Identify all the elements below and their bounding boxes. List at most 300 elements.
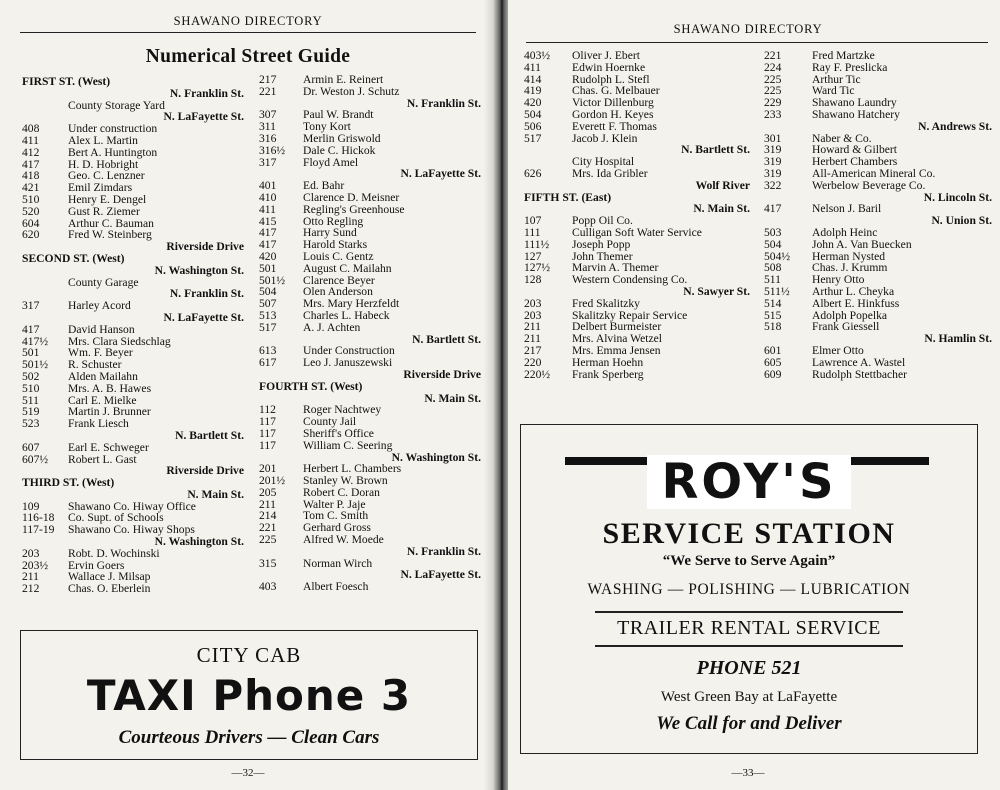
house-number: 504½ bbox=[764, 249, 791, 263]
cross-street bbox=[524, 286, 750, 298]
house-number: 504 bbox=[524, 107, 542, 121]
house-number: 211 bbox=[524, 320, 541, 334]
resident-name: Delbert Burmeister bbox=[572, 320, 662, 334]
house-number: 316½ bbox=[259, 143, 286, 157]
directory-entry bbox=[764, 109, 992, 121]
resident-name: Edwin Hoernke bbox=[572, 60, 646, 74]
right-page bbox=[508, 0, 1000, 790]
cross-street-label: N. Andrews St. bbox=[918, 119, 992, 133]
resident-name: Herbert Chambers bbox=[812, 155, 898, 169]
directory-entry bbox=[259, 322, 481, 334]
house-number: 317 bbox=[259, 155, 277, 169]
house-number: 315 bbox=[259, 556, 277, 570]
ad-services: WASHING — POLISHING — LUBRICATION bbox=[587, 581, 911, 598]
resident-name: Marvin A. Themer bbox=[572, 261, 659, 275]
house-number: 319 bbox=[764, 155, 782, 169]
resident-name: Herbert L. Chambers bbox=[303, 462, 402, 476]
house-number: 417 bbox=[22, 157, 40, 171]
house-number: 112 bbox=[259, 403, 276, 417]
house-number: 601 bbox=[764, 343, 782, 357]
running-head: SHAWANO DIRECTORY bbox=[173, 14, 323, 28]
house-number: 420 bbox=[259, 249, 277, 263]
resident-name: A. J. Achten bbox=[303, 320, 361, 334]
house-number: 111½ bbox=[524, 237, 550, 251]
cross-street-label: N. Washington St. bbox=[154, 263, 244, 277]
page-number: —32— bbox=[231, 767, 265, 779]
cross-street-label: Riverside Drive bbox=[166, 464, 244, 478]
house-number: 205 bbox=[259, 485, 277, 499]
ad-slogan: “We Serve to Serve Again” bbox=[662, 553, 836, 569]
directory-entry bbox=[22, 194, 244, 206]
city-cab-ad bbox=[20, 630, 478, 760]
directory-entry bbox=[764, 168, 992, 180]
house-number: 626 bbox=[524, 166, 542, 180]
resident-name: Nelson J. Baril bbox=[812, 202, 882, 216]
cross-street bbox=[22, 489, 244, 501]
house-number: 203 bbox=[22, 546, 40, 560]
house-number: 403 bbox=[259, 580, 277, 594]
resident-name: Mrs. Alvina Wetzel bbox=[572, 332, 662, 346]
ad-business-name: ROY'S bbox=[647, 455, 850, 509]
cross-street-label: N. Sawyer St. bbox=[683, 284, 750, 298]
directory-entry bbox=[764, 262, 992, 274]
resident-name: Alfred W. Moede bbox=[303, 533, 384, 547]
house-number: 221 bbox=[764, 49, 782, 62]
house-number: 225 bbox=[764, 72, 782, 86]
resident-name: Dale C. Hickok bbox=[303, 143, 376, 157]
directory-entry bbox=[524, 369, 750, 381]
directory-entry bbox=[259, 227, 481, 239]
resident-name: Shawano Co. Hiway Shops bbox=[68, 523, 195, 537]
resident-name: Gust R. Ziemer bbox=[68, 204, 140, 218]
house-number: 421 bbox=[22, 181, 40, 195]
resident-name: Under construction bbox=[68, 122, 158, 136]
cross-street-label: N. LaFayette St. bbox=[400, 167, 481, 181]
resident-name: Ward Tic bbox=[812, 84, 855, 98]
resident-name: August C. Mailahn bbox=[303, 261, 392, 275]
resident-name: Shawano Hatchery bbox=[812, 107, 900, 121]
resident-name: Frank Sperberg bbox=[572, 367, 644, 381]
resident-name: Arthur C. Bauman bbox=[68, 216, 154, 230]
house-number: 401 bbox=[259, 179, 277, 193]
directory-entry bbox=[524, 345, 750, 357]
ad-company: CITY CAB bbox=[196, 643, 302, 667]
directory-entry bbox=[259, 499, 481, 511]
ad-tagline: We Call for and Deliver bbox=[656, 713, 842, 734]
house-number: 109 bbox=[22, 499, 40, 513]
house-number: 307 bbox=[259, 108, 277, 122]
directory-entry bbox=[259, 487, 481, 499]
house-number: 212 bbox=[22, 582, 40, 596]
house-number: 127½ bbox=[524, 261, 551, 275]
street-guide-column-2 bbox=[259, 74, 481, 593]
directory-entry bbox=[259, 204, 481, 216]
cross-street bbox=[524, 144, 750, 156]
street-guide-column-4 bbox=[764, 50, 992, 380]
house-number: 217 bbox=[259, 73, 277, 86]
directory-entry bbox=[259, 216, 481, 228]
street-heading bbox=[259, 381, 481, 393]
directory-entry bbox=[259, 145, 481, 157]
resident-name: William C. Seering bbox=[303, 438, 393, 452]
resident-name: Chas. J. Krumm bbox=[812, 261, 888, 275]
resident-name: Ervin Goers bbox=[68, 558, 125, 572]
resident-name: Bert A. Huntington bbox=[68, 145, 158, 159]
house-number: 107 bbox=[524, 214, 542, 228]
page-title: Numerical Street Guide bbox=[145, 46, 351, 67]
house-number: 203 bbox=[524, 308, 542, 322]
resident-name: Charles L. Habeck bbox=[303, 308, 390, 322]
directory-entry bbox=[524, 227, 750, 239]
resident-name: Herman Hoehn bbox=[572, 355, 644, 369]
house-number: 420 bbox=[524, 96, 542, 110]
resident-name: Naber & Co. bbox=[812, 131, 872, 145]
resident-name: Robt. D. Wochinski bbox=[68, 546, 160, 560]
resident-name: Shawano Co. Hiway Office bbox=[68, 499, 196, 513]
cross-street-label: N. Hamlin St. bbox=[924, 332, 992, 346]
directory-entry bbox=[22, 406, 244, 418]
directory-entry bbox=[259, 109, 481, 121]
resident-name: Werbelow Beverage Co. bbox=[812, 178, 926, 192]
resident-name: Henry E. Dengel bbox=[68, 192, 147, 206]
directory-entry bbox=[764, 357, 992, 369]
note-text: County Storage Yard bbox=[68, 98, 165, 112]
left-page bbox=[0, 0, 496, 790]
resident-name: Tom C. Smith bbox=[303, 509, 369, 523]
house-number: 311 bbox=[259, 120, 276, 134]
cross-street-label: N. Bartlett St. bbox=[412, 332, 481, 346]
directory-entry bbox=[764, 62, 992, 74]
resident-name: Popp Oil Co. bbox=[572, 214, 633, 228]
resident-name: Alex L. Martin bbox=[68, 133, 138, 147]
resident-name: Lawrence A. Wastel bbox=[812, 355, 906, 369]
resident-name: Earl E. Schweger bbox=[68, 440, 149, 454]
directory-entry bbox=[22, 583, 244, 595]
resident-name: Albert Foesch bbox=[303, 580, 369, 594]
house-number: 116-18 bbox=[22, 511, 55, 525]
house-number: 501½ bbox=[259, 273, 286, 287]
resident-name: Clarence Beyer bbox=[303, 273, 375, 287]
resident-name: R. Schuster bbox=[68, 358, 122, 372]
cross-street-label: N. Union St. bbox=[931, 214, 992, 228]
resident-name: Victor Dillenburg bbox=[572, 96, 654, 110]
house-number: 217 bbox=[524, 343, 542, 357]
house-number: 419 bbox=[524, 84, 542, 98]
house-number: 225 bbox=[259, 533, 277, 547]
resident-name: Emil Zimdars bbox=[68, 181, 133, 195]
house-number: 417 bbox=[259, 226, 277, 240]
house-number: 513 bbox=[259, 308, 277, 322]
resident-name: Robert C. Doran bbox=[303, 485, 380, 499]
resident-name: Joseph Popp bbox=[572, 237, 631, 251]
cross-street-label: N. LaFayette St. bbox=[400, 568, 481, 582]
cross-street-label: N. Main St. bbox=[187, 487, 244, 501]
resident-name: Merlin Griswold bbox=[303, 131, 381, 145]
house-number: 214 bbox=[259, 509, 277, 523]
resident-name: Fred Martzke bbox=[812, 49, 875, 62]
house-number: 322 bbox=[764, 178, 782, 192]
ad-phone: PHONE 521 bbox=[696, 657, 802, 679]
house-number: 225 bbox=[764, 84, 782, 98]
house-number: 224 bbox=[764, 60, 782, 74]
house-number: 220 bbox=[524, 355, 542, 369]
house-number: 233 bbox=[764, 107, 782, 121]
resident-name: Walter P. Jaje bbox=[303, 497, 366, 511]
resident-name: Arthur L. Cheyka bbox=[812, 284, 895, 298]
cross-street-label: N. Franklin St. bbox=[406, 544, 481, 558]
directory-entry bbox=[22, 170, 244, 182]
resident-name: Sheriff's Office bbox=[303, 426, 374, 440]
house-number: 510 bbox=[22, 381, 40, 395]
house-number: 517 bbox=[259, 320, 277, 334]
house-number: 201½ bbox=[259, 474, 286, 488]
resident-name: Harry Sund bbox=[303, 226, 357, 240]
cross-street-label: N. Main St. bbox=[693, 202, 750, 216]
resident-name: Stanley W. Brown bbox=[303, 474, 388, 488]
house-number: 203 bbox=[524, 296, 542, 310]
header-rule bbox=[20, 32, 476, 33]
house-number: 221 bbox=[259, 521, 277, 535]
house-number: 501 bbox=[259, 261, 277, 275]
resident-name: Adolph Heinc bbox=[812, 225, 878, 239]
house-number: 201 bbox=[259, 462, 277, 476]
resident-name: Carl E. Mielke bbox=[68, 393, 137, 407]
resident-name: John A. Van Buecken bbox=[812, 237, 912, 251]
directory-entry bbox=[764, 286, 992, 298]
resident-name: Otto Regling bbox=[303, 214, 364, 228]
resident-name: Herman Nysted bbox=[812, 249, 886, 263]
directory-entry bbox=[764, 345, 992, 357]
house-number: 508 bbox=[764, 261, 782, 275]
street-guide-column-1 bbox=[22, 76, 244, 595]
house-number: 523 bbox=[22, 417, 40, 431]
resident-name: Howard & Gilbert bbox=[812, 143, 898, 157]
directory-entry bbox=[259, 581, 481, 593]
resident-name: Skalitzky Repair Service bbox=[572, 308, 688, 322]
roys-service-station-ad bbox=[520, 424, 978, 754]
directory-entry bbox=[22, 442, 244, 454]
resident-name: Geo. C. Lenzner bbox=[68, 169, 145, 183]
ad-divider bbox=[595, 645, 903, 647]
house-number: 617 bbox=[259, 356, 277, 370]
house-number: 301 bbox=[764, 131, 782, 145]
resident-name: Co. Supt. of Schools bbox=[68, 511, 164, 525]
resident-name: Rudolph Stettbacher bbox=[812, 367, 907, 381]
house-number: 111 bbox=[524, 225, 541, 239]
running-head: SHAWANO DIRECTORY bbox=[673, 22, 823, 36]
resident-name: Mrs. Clara Siedschlag bbox=[68, 334, 171, 348]
resident-name: Frank Giessell bbox=[812, 320, 880, 334]
resident-name: Roger Nachtwey bbox=[303, 403, 382, 417]
house-number: 417 bbox=[259, 238, 277, 252]
house-number: 609 bbox=[764, 367, 782, 381]
cross-street bbox=[524, 180, 750, 192]
house-number: 417 bbox=[22, 322, 40, 336]
resident-name: All-American Mineral Co. bbox=[812, 166, 936, 180]
street-heading-label: THIRD ST. (West) bbox=[22, 476, 115, 490]
ad-divider bbox=[595, 611, 903, 613]
resident-name: Henry Otto bbox=[812, 273, 865, 287]
street-heading-label: FIRST ST. (West) bbox=[22, 75, 111, 88]
house-number: 607½ bbox=[22, 452, 49, 466]
resident-name: Jacob J. Klein bbox=[572, 131, 638, 145]
resident-name: Mrs. Emma Jensen bbox=[572, 343, 661, 357]
directory-entry bbox=[524, 168, 750, 180]
house-number: 117 bbox=[259, 426, 276, 440]
resident-name: Louis C. Gentz bbox=[303, 249, 374, 263]
resident-name: Olen Anderson bbox=[303, 285, 373, 299]
house-number: 403½ bbox=[524, 49, 551, 62]
house-number: 411 bbox=[259, 202, 276, 216]
page-number: —33— bbox=[731, 767, 765, 779]
cross-street-label: Riverside Drive bbox=[403, 367, 481, 381]
cross-street bbox=[22, 312, 244, 324]
cross-street-label: N. Bartlett St. bbox=[681, 143, 750, 157]
resident-name: David Hanson bbox=[68, 322, 135, 336]
resident-name: Leo J. Januszewski bbox=[303, 356, 393, 370]
house-number: 411 bbox=[524, 60, 541, 74]
cross-street-label: N. Main St. bbox=[424, 391, 481, 405]
resident-name: City Hospital bbox=[572, 155, 635, 169]
house-number: 117 bbox=[259, 415, 276, 429]
cross-street-label: N. Franklin St. bbox=[169, 287, 244, 301]
house-number: 127 bbox=[524, 249, 542, 263]
resident-name: Everett F. Thomas bbox=[572, 119, 657, 133]
house-number: 511 bbox=[22, 393, 39, 407]
house-number: 501 bbox=[22, 346, 40, 360]
resident-name: Wm. F. Beyer bbox=[68, 346, 133, 360]
directory-entry bbox=[524, 239, 750, 251]
directory-entry bbox=[22, 135, 244, 147]
directory-entry bbox=[22, 383, 244, 395]
street-heading-label: SECOND ST. (West) bbox=[22, 251, 125, 265]
street-heading-label: FOURTH ST. (West) bbox=[259, 379, 363, 393]
header-rule bbox=[526, 42, 988, 43]
resident-name: Mrs. Ida Gribler bbox=[572, 166, 648, 180]
resident-name: Armin E. Reinert bbox=[303, 73, 384, 86]
ad-tagline: Courteous Drivers — Clean Cars bbox=[118, 727, 380, 748]
resident-name: Mrs. A. B. Hawes bbox=[68, 381, 152, 395]
resident-name: Robert L. Gast bbox=[68, 452, 137, 466]
ad-trailer-rental: TRAILER RENTAL SERVICE bbox=[617, 617, 881, 639]
resident-name: Under Construction bbox=[303, 344, 395, 358]
house-number: 504 bbox=[259, 285, 277, 299]
directory-entry bbox=[524, 121, 750, 133]
resident-name: Chas. G. Melbauer bbox=[572, 84, 660, 98]
cross-street-label: N. LaFayette St. bbox=[163, 110, 244, 124]
cross-street-label: N. Washington St. bbox=[154, 535, 244, 549]
house-number: 417½ bbox=[22, 334, 49, 348]
ad-subtitle: SERVICE STATION bbox=[602, 517, 896, 550]
resident-name: Alden Mailahn bbox=[68, 369, 138, 383]
house-number: 613 bbox=[259, 344, 277, 358]
resident-name: Western Condensing Co. bbox=[572, 273, 688, 287]
house-number: 408 bbox=[22, 122, 40, 136]
house-number: 415 bbox=[259, 214, 277, 228]
resident-name: Harley Acord bbox=[68, 299, 131, 313]
resident-name: H. D. Hobright bbox=[68, 157, 139, 171]
cross-street bbox=[764, 215, 992, 227]
house-number: 510 bbox=[22, 192, 40, 206]
resident-name: Fred Skalitzky bbox=[572, 296, 640, 310]
directory-entry bbox=[259, 440, 481, 452]
resident-name: Culligan Soft Water Service bbox=[572, 225, 702, 239]
resident-name: Norman Wirch bbox=[303, 556, 373, 570]
house-number: 507 bbox=[259, 297, 277, 311]
house-number: 504 bbox=[764, 237, 782, 251]
house-number: 211 bbox=[22, 570, 39, 584]
resident-name: Ed. Bahr bbox=[303, 179, 345, 193]
resident-name: Regling's Greenhouse bbox=[303, 202, 405, 216]
resident-name: Frank Liesch bbox=[68, 417, 129, 431]
house-number: 117-19 bbox=[22, 523, 55, 537]
resident-name: County Jail bbox=[303, 415, 357, 429]
directory-entry bbox=[524, 298, 750, 310]
resident-name: Ray F. Preslicka bbox=[812, 60, 888, 74]
house-number: 211 bbox=[259, 497, 276, 511]
resident-name: Mrs. Mary Herzfeldt bbox=[303, 297, 400, 311]
directory-entry bbox=[259, 428, 481, 440]
directory-entry bbox=[22, 336, 244, 348]
house-number: 221 bbox=[259, 84, 277, 98]
resident-name: Tony Kort bbox=[303, 120, 351, 134]
street-heading-label: FIFTH ST. (East) bbox=[524, 190, 612, 204]
directory-entry bbox=[259, 310, 481, 322]
resident-name: Oliver J. Ebert bbox=[572, 49, 640, 62]
cross-street-label: N. Lincoln St. bbox=[923, 190, 992, 204]
house-number: 518 bbox=[764, 320, 782, 334]
house-number: 620 bbox=[22, 228, 40, 242]
directory-entry bbox=[764, 227, 992, 239]
resident-name: Harold Starks bbox=[303, 238, 368, 252]
house-number: 211 bbox=[524, 332, 541, 346]
house-number: 417 bbox=[764, 202, 782, 216]
house-number: 418 bbox=[22, 169, 40, 183]
directory-entry bbox=[764, 369, 992, 381]
house-number: 514 bbox=[764, 296, 782, 310]
house-number: 520 bbox=[22, 204, 40, 218]
house-number: 319 bbox=[764, 143, 782, 157]
cross-street bbox=[764, 333, 992, 345]
directory-entry bbox=[524, 62, 750, 74]
house-number: 412 bbox=[22, 145, 40, 159]
house-number: 501½ bbox=[22, 358, 49, 372]
resident-name: Gerhard Gross bbox=[303, 521, 371, 535]
house-number: 316 bbox=[259, 131, 277, 145]
directory-entry bbox=[764, 74, 992, 86]
resident-name: Adolph Popelka bbox=[812, 308, 888, 322]
cross-street bbox=[22, 288, 244, 300]
house-number: 229 bbox=[764, 96, 782, 110]
cross-street-label: N. Franklin St. bbox=[169, 86, 244, 100]
house-number: 605 bbox=[764, 355, 782, 369]
cross-street bbox=[524, 203, 750, 215]
cross-street-label: Wolf River bbox=[695, 178, 750, 192]
house-number: 410 bbox=[259, 190, 277, 204]
street-heading bbox=[22, 253, 244, 265]
resident-name: Rudolph L. Stefl bbox=[572, 72, 650, 86]
house-number: 317 bbox=[22, 299, 40, 313]
house-number: 519 bbox=[22, 405, 40, 419]
cross-street-label: Riverside Drive bbox=[166, 240, 244, 254]
resident-name: Fred W. Steinberg bbox=[68, 228, 152, 242]
directory-entry bbox=[259, 192, 481, 204]
ad-address: West Green Bay at LaFayette bbox=[660, 689, 838, 705]
house-number: 517 bbox=[524, 131, 542, 145]
house-number: 128 bbox=[524, 273, 542, 287]
directory-entry bbox=[524, 109, 750, 121]
directory-entry bbox=[22, 324, 244, 336]
